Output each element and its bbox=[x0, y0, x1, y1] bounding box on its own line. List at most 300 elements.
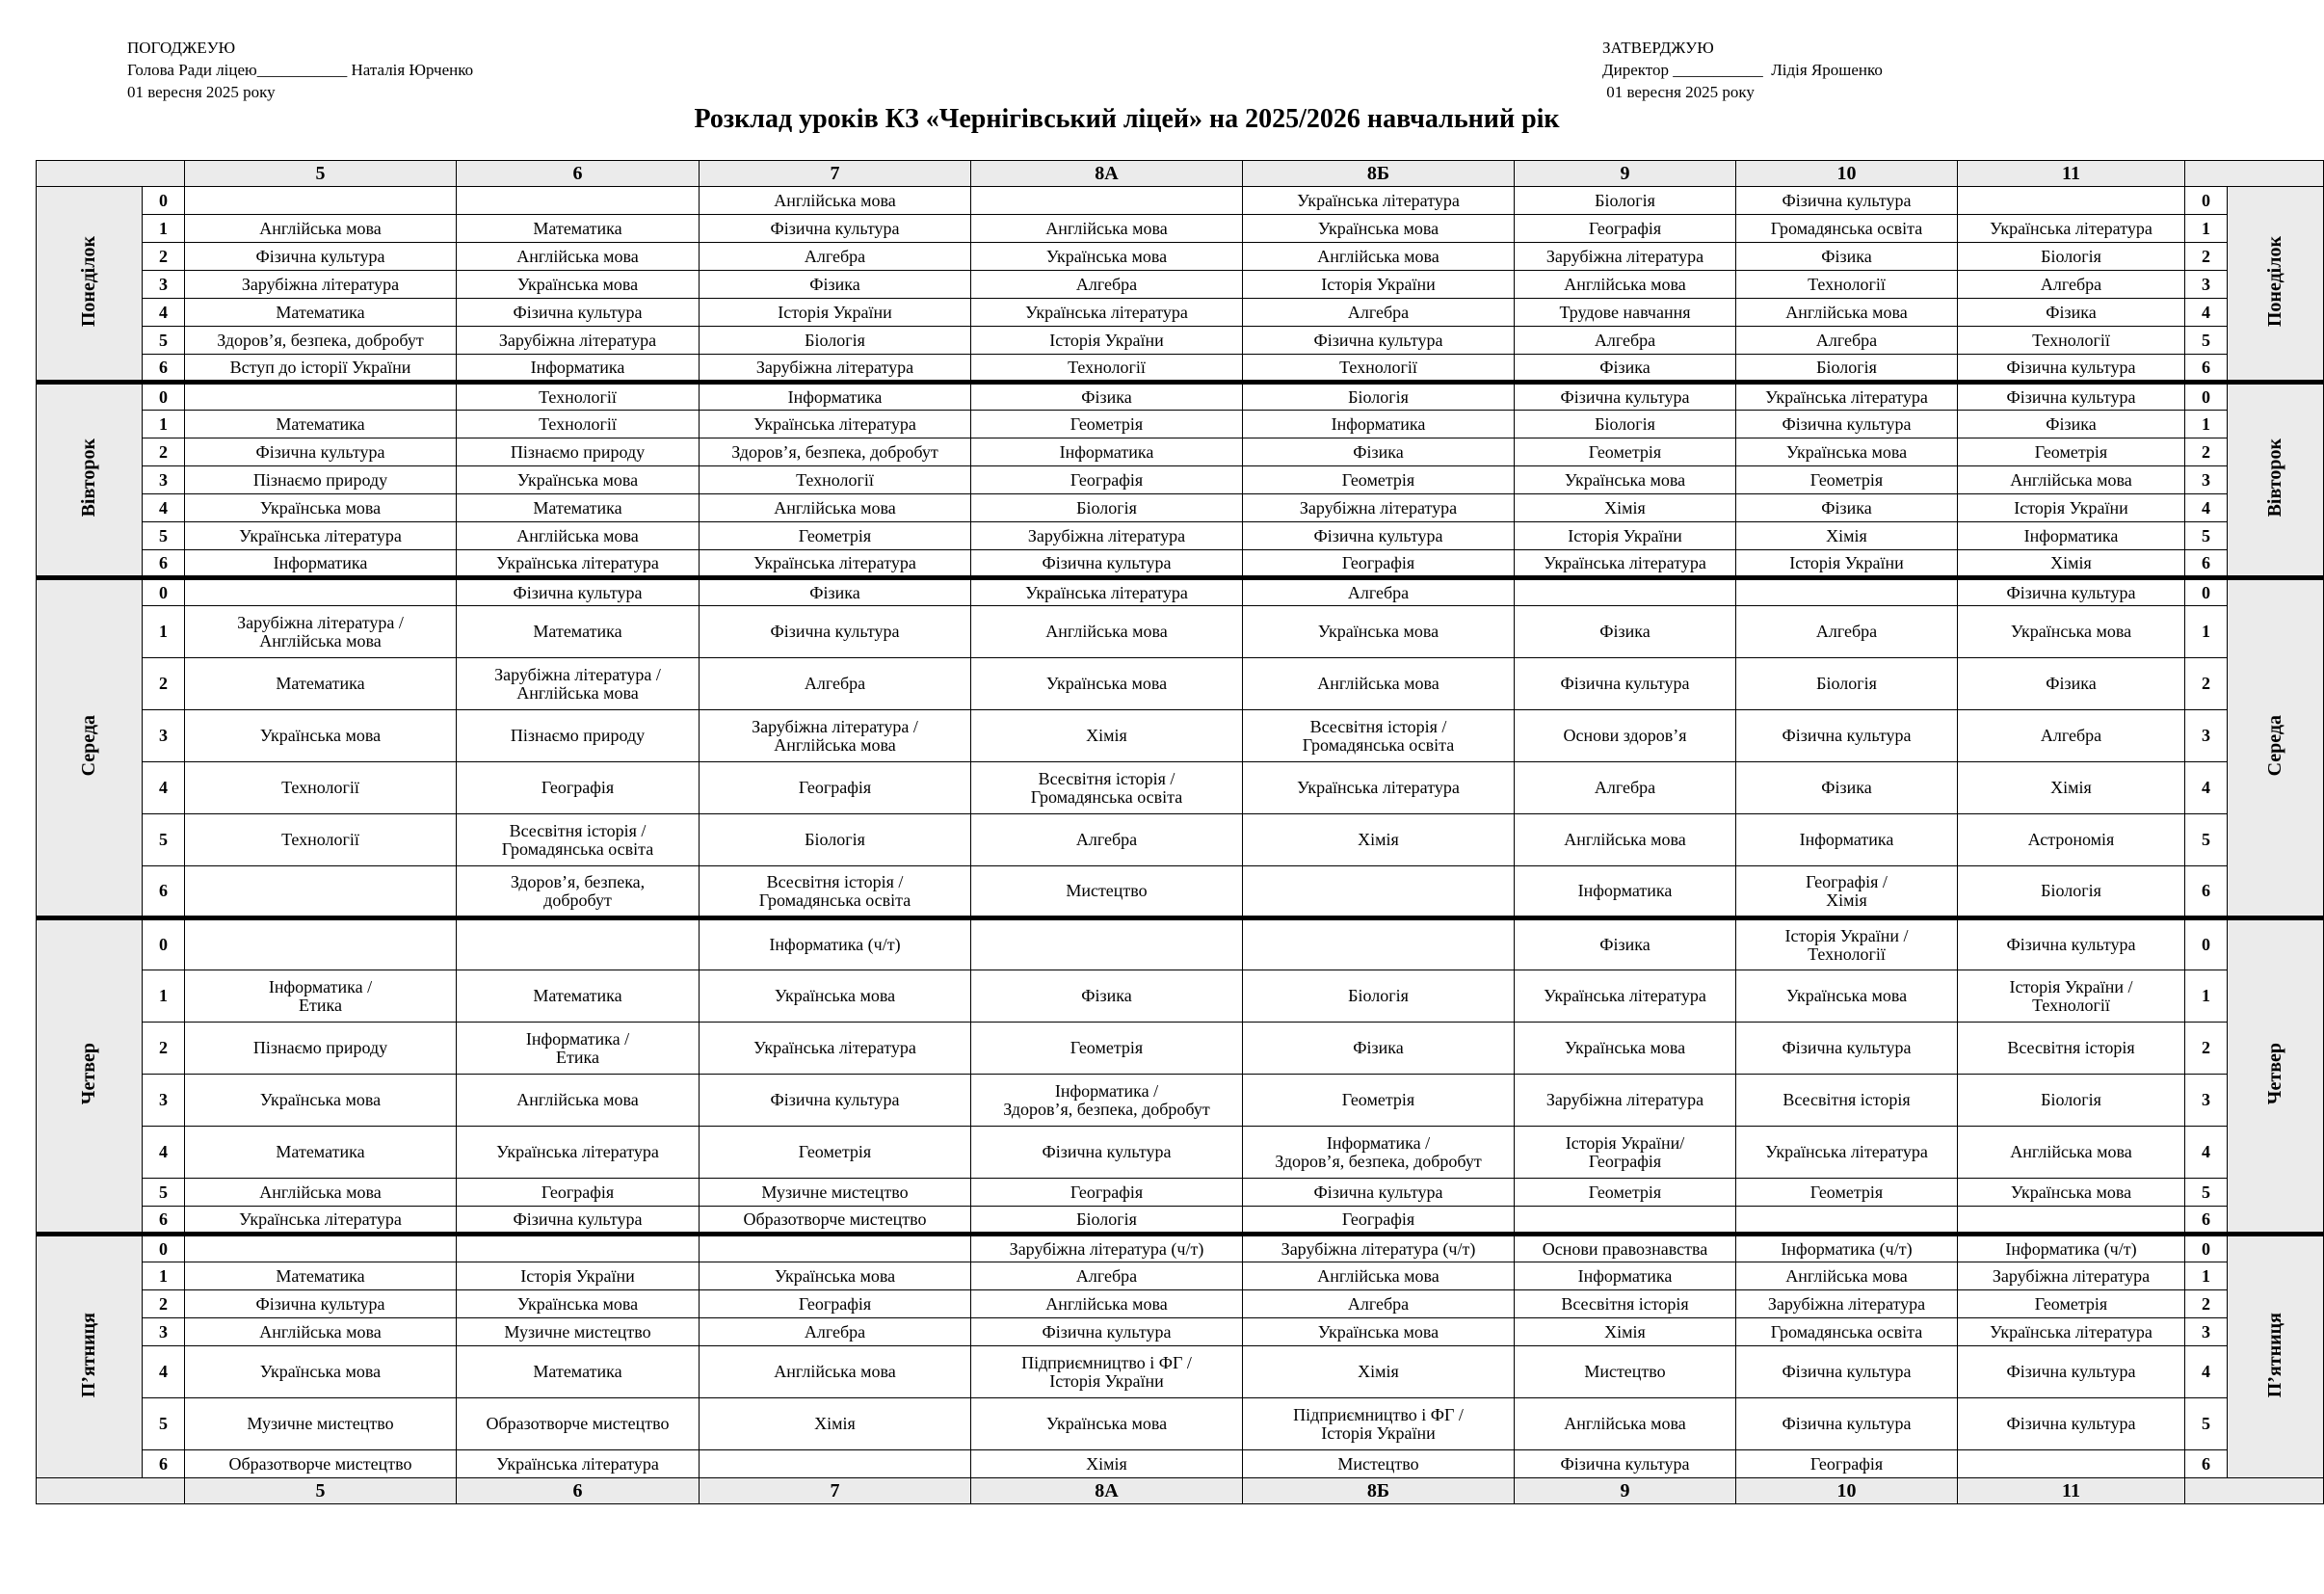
subject-cell: Математика bbox=[185, 411, 457, 438]
subject-cell: Фізична культура bbox=[700, 215, 971, 243]
subject-cell: Українська мова bbox=[971, 243, 1243, 271]
day-label-right: Вівторок bbox=[2228, 383, 2324, 578]
subject-cell: Зарубіжна література / Англійська мова bbox=[185, 606, 457, 658]
subject-cell: Українська мова bbox=[1243, 1318, 1515, 1346]
subject-cell: Історія України bbox=[1736, 550, 1958, 578]
lesson-row bbox=[37, 1179, 2324, 1207]
lesson-row bbox=[37, 762, 2324, 814]
subject-cell: Математика bbox=[457, 970, 700, 1023]
lesson-row bbox=[37, 466, 2324, 494]
subject-cell: Геометрія bbox=[1958, 1290, 2185, 1318]
subject-cell: Алгебра bbox=[700, 243, 971, 271]
subject-cell: Зарубіжна література / Англійська мова bbox=[700, 710, 971, 762]
header-grade-2: 7 bbox=[700, 161, 971, 187]
subject-cell bbox=[1958, 1450, 2185, 1478]
subject-cell: Мистецтво bbox=[971, 866, 1243, 918]
subject-cell: Зарубіжна література / Англійська мова bbox=[457, 658, 700, 710]
subject-cell: Фізична культура bbox=[700, 1075, 971, 1127]
lesson-row bbox=[37, 327, 2324, 355]
subject-cell: Фізична культура bbox=[1736, 187, 1958, 215]
subject-cell: Пізнаємо природу bbox=[457, 710, 700, 762]
subject-cell: Зарубіжна література bbox=[1515, 243, 1736, 271]
day-label-right: Четвер bbox=[2228, 918, 2324, 1235]
lesson-number: 4 bbox=[2185, 762, 2228, 814]
lesson-row bbox=[37, 1450, 2324, 1478]
footer-corner-right bbox=[2185, 1478, 2324, 1504]
subject-cell: Історія України/ Географія bbox=[1515, 1127, 1736, 1179]
subject-cell: Англійська мова bbox=[1243, 658, 1515, 710]
subject-cell: Українська література bbox=[971, 578, 1243, 606]
subject-cell: Українська література bbox=[1958, 215, 2185, 243]
subject-cell: Українська мова bbox=[1958, 606, 2185, 658]
subject-cell: Зарубіжна література (ч/т) bbox=[971, 1235, 1243, 1262]
footer-grade-2: 7 bbox=[700, 1478, 971, 1504]
subject-cell: Підприємництво і ФГ / Історія України bbox=[971, 1346, 1243, 1398]
lesson-number: 3 bbox=[143, 1318, 185, 1346]
subject-cell: Українська мова bbox=[971, 658, 1243, 710]
lesson-row bbox=[37, 1290, 2324, 1318]
subject-cell: Біологія bbox=[1515, 411, 1736, 438]
subject-cell: Українська література bbox=[1515, 550, 1736, 578]
lesson-row bbox=[37, 970, 2324, 1023]
lesson-number: 4 bbox=[2185, 1127, 2228, 1179]
lesson-number: 3 bbox=[2185, 271, 2228, 299]
lesson-row bbox=[37, 550, 2324, 578]
subject-cell: Біологія bbox=[1958, 243, 2185, 271]
subject-cell: Фізика bbox=[1515, 918, 1736, 970]
subject-cell: Українська мова bbox=[457, 466, 700, 494]
subject-cell: Біологія bbox=[700, 327, 971, 355]
subject-cell: Хімія bbox=[1243, 814, 1515, 866]
subject-cell: Музичне мистецтво bbox=[700, 1179, 971, 1207]
subject-cell: Алгебра bbox=[1736, 606, 1958, 658]
lesson-number: 4 bbox=[143, 494, 185, 522]
subject-cell: Мистецтво bbox=[1515, 1346, 1736, 1398]
subject-cell bbox=[185, 578, 457, 606]
lesson-number: 2 bbox=[2185, 1290, 2228, 1318]
subject-cell: Зарубіжна література bbox=[971, 522, 1243, 550]
subject-cell: Географія bbox=[1243, 550, 1515, 578]
subject-cell: Географія bbox=[457, 1179, 700, 1207]
approval-title: ПОГОДЖЕУЮ bbox=[127, 39, 236, 57]
lesson-number: 3 bbox=[143, 1075, 185, 1127]
subject-cell: Фізика bbox=[700, 271, 971, 299]
footer-grade-1: 6 bbox=[457, 1478, 700, 1504]
subject-cell bbox=[185, 918, 457, 970]
subject-cell: Інформатика bbox=[185, 550, 457, 578]
header-corner-left bbox=[37, 161, 185, 187]
lesson-number: 3 bbox=[143, 466, 185, 494]
subject-cell: Технології bbox=[457, 383, 700, 411]
lesson-number: 6 bbox=[143, 550, 185, 578]
subject-cell: Англійська мова bbox=[1243, 1262, 1515, 1290]
subject-cell: Біологія bbox=[1243, 383, 1515, 411]
subject-cell: Алгебра bbox=[1243, 299, 1515, 327]
subject-cell: Математика bbox=[185, 1262, 457, 1290]
subject-cell: Алгебра bbox=[971, 1262, 1243, 1290]
subject-cell: Фізика bbox=[1736, 494, 1958, 522]
lesson-row bbox=[37, 814, 2324, 866]
lesson-number: 2 bbox=[2185, 438, 2228, 466]
subject-cell: Географія / Хімія bbox=[1736, 866, 1958, 918]
lesson-number: 0 bbox=[143, 187, 185, 215]
subject-cell: Геометрія bbox=[1243, 1075, 1515, 1127]
lesson-number: 5 bbox=[143, 522, 185, 550]
lesson-number: 3 bbox=[2185, 1318, 2228, 1346]
subject-cell: Українська мова bbox=[1515, 466, 1736, 494]
lesson-number: 0 bbox=[2185, 383, 2228, 411]
lesson-number: 1 bbox=[143, 215, 185, 243]
lesson-number: 1 bbox=[2185, 411, 2228, 438]
subject-cell: Математика bbox=[457, 1346, 700, 1398]
subject-cell: Основи здоров’я bbox=[1515, 710, 1736, 762]
subject-cell: Історія України bbox=[1958, 494, 2185, 522]
subject-cell: Англійська мова bbox=[700, 494, 971, 522]
subject-cell bbox=[457, 187, 700, 215]
subject-cell: Англійська мова bbox=[1736, 1262, 1958, 1290]
subject-cell: Фізика bbox=[1243, 1023, 1515, 1075]
lesson-row bbox=[37, 1262, 2324, 1290]
subject-cell: Фізична культура bbox=[1736, 710, 1958, 762]
subject-cell: Українська мова bbox=[1736, 438, 1958, 466]
subject-cell: Біологія bbox=[700, 814, 971, 866]
subject-cell: Англійська мова bbox=[185, 1318, 457, 1346]
subject-cell: Українська мова bbox=[1958, 1179, 2185, 1207]
subject-cell: Пізнаємо природу bbox=[457, 438, 700, 466]
subject-cell: Фізична культура bbox=[1736, 1398, 1958, 1450]
subject-cell: Фізика bbox=[1958, 299, 2185, 327]
subject-cell: Здоров’я, безпека, добробут bbox=[700, 438, 971, 466]
subject-cell bbox=[971, 918, 1243, 970]
subject-cell: Геометрія bbox=[1736, 466, 1958, 494]
subject-cell: Українська мова bbox=[457, 1290, 700, 1318]
subject-cell: Фізика bbox=[1958, 411, 2185, 438]
subject-cell: Англійська мова bbox=[1515, 1398, 1736, 1450]
subject-cell: Хімія bbox=[1515, 494, 1736, 522]
subject-cell: Всесвітня історія / Громадянська освіта bbox=[700, 866, 971, 918]
subject-cell: Фізична культура bbox=[1958, 383, 2185, 411]
lesson-number: 2 bbox=[143, 243, 185, 271]
subject-cell: Інформатика bbox=[1736, 814, 1958, 866]
subject-cell: Інформатика (ч/т) bbox=[1736, 1235, 1958, 1262]
subject-cell: Інформатика bbox=[971, 438, 1243, 466]
subject-cell: Фізика bbox=[1515, 606, 1736, 658]
lesson-number: 4 bbox=[2185, 1346, 2228, 1398]
subject-cell: Фізична культура bbox=[1515, 658, 1736, 710]
subject-cell: Інформатика / Етика bbox=[457, 1023, 700, 1075]
subject-cell: Фізична культура bbox=[1958, 355, 2185, 383]
subject-cell: Технології bbox=[457, 411, 700, 438]
lesson-number: 5 bbox=[2185, 522, 2228, 550]
header-grade-6: 10 bbox=[1736, 161, 1958, 187]
subject-cell: Українська література bbox=[1243, 187, 1515, 215]
subject-cell: Хімія bbox=[700, 1398, 971, 1450]
subject-cell: Образотворче мистецтво bbox=[185, 1450, 457, 1478]
subject-cell: Інформатика bbox=[1958, 522, 2185, 550]
subject-cell: Біологія bbox=[971, 494, 1243, 522]
subject-cell: Фізична культура bbox=[1515, 1450, 1736, 1478]
header-grade-0: 5 bbox=[185, 161, 457, 187]
subject-cell: Історія України bbox=[971, 327, 1243, 355]
lesson-row bbox=[37, 494, 2324, 522]
subject-cell: Алгебра bbox=[1958, 710, 2185, 762]
day-label-left: П’ятниця bbox=[37, 1235, 143, 1478]
subject-cell: Алгебра bbox=[700, 658, 971, 710]
lesson-row bbox=[37, 658, 2324, 710]
footer-corner-left bbox=[37, 1478, 185, 1504]
footer-grade-5: 9 bbox=[1515, 1478, 1736, 1504]
subject-cell: Англійська мова bbox=[1958, 466, 2185, 494]
subject-cell: Фізична культура bbox=[1243, 522, 1515, 550]
lesson-number: 3 bbox=[2185, 710, 2228, 762]
lesson-number: 0 bbox=[143, 578, 185, 606]
subject-cell: Астрономія bbox=[1958, 814, 2185, 866]
subject-cell: Фізична культура bbox=[971, 1127, 1243, 1179]
subject-cell bbox=[700, 1450, 971, 1478]
subject-cell: Зарубіжна література bbox=[185, 271, 457, 299]
page-title: Розклад уроків КЗ «Чернігівський ліцей» на 2025/2026 навчальний рік bbox=[694, 104, 1560, 134]
subject-cell: Фізична культура bbox=[700, 606, 971, 658]
subject-cell bbox=[971, 187, 1243, 215]
subject-cell: Англійська мова bbox=[185, 215, 457, 243]
lesson-row bbox=[37, 1346, 2324, 1398]
subject-cell: Технології bbox=[1958, 327, 2185, 355]
subject-cell bbox=[1515, 578, 1736, 606]
lesson-row bbox=[37, 578, 2324, 606]
subject-cell: Здоров’я, безпека, добробут bbox=[457, 866, 700, 918]
subject-cell: Фізична культура bbox=[457, 1207, 700, 1235]
lesson-number: 0 bbox=[143, 918, 185, 970]
confirm-signer: Директор ___________ Лідія Ярошенко bbox=[1602, 61, 1883, 79]
subject-cell bbox=[185, 383, 457, 411]
lesson-number: 0 bbox=[2185, 187, 2228, 215]
lesson-number: 4 bbox=[143, 1127, 185, 1179]
subject-cell: Фізична культура bbox=[971, 1318, 1243, 1346]
subject-cell: Біологія bbox=[1736, 658, 1958, 710]
grade-footer-row bbox=[37, 1478, 2324, 1504]
lesson-number: 5 bbox=[2185, 327, 2228, 355]
subject-cell: Українська література bbox=[185, 522, 457, 550]
lesson-number: 4 bbox=[2185, 494, 2228, 522]
lesson-number: 5 bbox=[143, 1398, 185, 1450]
lesson-number: 6 bbox=[2185, 355, 2228, 383]
subject-cell: Зарубіжна література bbox=[1243, 494, 1515, 522]
lesson-row bbox=[37, 438, 2324, 466]
lesson-number: 1 bbox=[2185, 606, 2228, 658]
header-grade-1: 6 bbox=[457, 161, 700, 187]
subject-cell: Хімія bbox=[1958, 762, 2185, 814]
subject-cell: Українська мова bbox=[971, 1398, 1243, 1450]
subject-cell: Всесвітня історія / Громадянська освіта bbox=[1243, 710, 1515, 762]
lesson-number: 3 bbox=[143, 710, 185, 762]
lesson-row bbox=[37, 1398, 2324, 1450]
subject-cell: Англійська мова bbox=[457, 243, 700, 271]
lesson-number: 0 bbox=[2185, 578, 2228, 606]
subject-cell: Англійська мова bbox=[971, 215, 1243, 243]
header-grade-4: 8Б bbox=[1243, 161, 1515, 187]
subject-cell: Українська мова bbox=[1243, 215, 1515, 243]
confirm-title: ЗАТВЕРДЖУЮ bbox=[1602, 39, 1714, 57]
subject-cell: Фізика bbox=[971, 970, 1243, 1023]
day-label-right: Середа bbox=[2228, 578, 2324, 918]
lesson-number: 6 bbox=[2185, 550, 2228, 578]
lesson-number: 1 bbox=[2185, 1262, 2228, 1290]
subject-cell bbox=[1736, 578, 1958, 606]
lesson-number: 6 bbox=[2185, 1450, 2228, 1478]
subject-cell: Фізична культура bbox=[1958, 1346, 2185, 1398]
subject-cell: Громадянська освіта bbox=[1736, 215, 1958, 243]
lesson-number: 3 bbox=[143, 271, 185, 299]
lesson-number: 2 bbox=[2185, 1023, 2228, 1075]
lesson-number: 4 bbox=[2185, 299, 2228, 327]
day-label-right: Понеділок bbox=[2228, 187, 2324, 383]
subject-cell bbox=[1243, 866, 1515, 918]
subject-cell: Англійська мова bbox=[700, 1346, 971, 1398]
lesson-row bbox=[37, 243, 2324, 271]
subject-cell: Українська література bbox=[1958, 1318, 2185, 1346]
lesson-row bbox=[37, 918, 2324, 970]
subject-cell bbox=[1243, 918, 1515, 970]
subject-cell: Всесвітня історія bbox=[1515, 1290, 1736, 1318]
subject-cell bbox=[457, 918, 700, 970]
lesson-number: 0 bbox=[143, 383, 185, 411]
lesson-number: 0 bbox=[2185, 918, 2228, 970]
subject-cell: Зарубіжна література (ч/т) bbox=[1243, 1235, 1515, 1262]
grade-header-row bbox=[37, 161, 2324, 187]
subject-cell: Фізична культура bbox=[1736, 1346, 1958, 1398]
subject-cell: Зарубіжна література bbox=[1958, 1262, 2185, 1290]
lesson-row bbox=[37, 1318, 2324, 1346]
header-grade-5: 9 bbox=[1515, 161, 1736, 187]
subject-cell: Технології bbox=[185, 762, 457, 814]
subject-cell: Українська література bbox=[1736, 383, 1958, 411]
subject-cell: Алгебра bbox=[1243, 1290, 1515, 1318]
footer-grade-3: 8А bbox=[971, 1478, 1243, 1504]
lesson-number: 4 bbox=[143, 1346, 185, 1398]
subject-cell: Історія України bbox=[700, 299, 971, 327]
footer-grade-6: 10 bbox=[1736, 1478, 1958, 1504]
subject-cell: Фізична культура bbox=[185, 243, 457, 271]
subject-cell: Географія bbox=[700, 1290, 971, 1318]
lesson-number: 1 bbox=[2185, 970, 2228, 1023]
lesson-number: 2 bbox=[143, 438, 185, 466]
lesson-number: 0 bbox=[2185, 1235, 2228, 1262]
lesson-row bbox=[37, 1235, 2324, 1262]
subject-cell: Трудове навчання bbox=[1515, 299, 1736, 327]
subject-cell: Здоров’я, безпека, добробут bbox=[185, 327, 457, 355]
subject-cell: Геометрія bbox=[700, 522, 971, 550]
subject-cell: Інформатика bbox=[457, 355, 700, 383]
subject-cell bbox=[185, 866, 457, 918]
subject-cell: Фізика bbox=[1243, 438, 1515, 466]
subject-cell: Українська література bbox=[457, 1127, 700, 1179]
subject-cell: Українська література bbox=[1243, 762, 1515, 814]
subject-cell: Географія bbox=[1515, 215, 1736, 243]
subject-cell: Біологія bbox=[1958, 866, 2185, 918]
subject-cell: Інформатика bbox=[1515, 866, 1736, 918]
subject-cell: Математика bbox=[185, 658, 457, 710]
subject-cell bbox=[1958, 1207, 2185, 1235]
subject-cell: Математика bbox=[457, 494, 700, 522]
subject-cell: Алгебра bbox=[1515, 327, 1736, 355]
lesson-number: 2 bbox=[143, 1290, 185, 1318]
subject-cell: Геометрія bbox=[971, 411, 1243, 438]
lesson-row bbox=[37, 1207, 2324, 1235]
subject-cell: Алгебра bbox=[1243, 578, 1515, 606]
subject-cell: Англійська мова bbox=[1515, 271, 1736, 299]
subject-cell: Алгебра bbox=[1515, 762, 1736, 814]
lesson-number: 1 bbox=[2185, 215, 2228, 243]
subject-cell: Математика bbox=[457, 215, 700, 243]
subject-cell: Англійська мова bbox=[457, 522, 700, 550]
subject-cell: Технології bbox=[1243, 355, 1515, 383]
lesson-number: 5 bbox=[143, 327, 185, 355]
subject-cell: Зарубіжна література bbox=[1736, 1290, 1958, 1318]
subject-cell: Алгебра bbox=[971, 271, 1243, 299]
lesson-row bbox=[37, 522, 2324, 550]
lesson-row bbox=[37, 299, 2324, 327]
subject-cell bbox=[185, 1235, 457, 1262]
subject-cell: Геометрія bbox=[1515, 1179, 1736, 1207]
subject-cell: Біологія bbox=[1736, 355, 1958, 383]
subject-cell: Образотворче мистецтво bbox=[457, 1398, 700, 1450]
lesson-number: 1 bbox=[143, 1262, 185, 1290]
subject-cell bbox=[1736, 1207, 1958, 1235]
subject-cell bbox=[700, 1235, 971, 1262]
day-label-right: П’ятниця bbox=[2228, 1235, 2324, 1478]
subject-cell: Біологія bbox=[1243, 970, 1515, 1023]
subject-cell: Пізнаємо природу bbox=[185, 466, 457, 494]
subject-cell: Українська література bbox=[700, 550, 971, 578]
lesson-number: 5 bbox=[143, 1179, 185, 1207]
timetable-body bbox=[37, 187, 2324, 1478]
approval-block-right bbox=[1602, 37, 1883, 103]
subject-cell: Підприємництво і ФГ / Історія України bbox=[1243, 1398, 1515, 1450]
subject-cell: Українська мова bbox=[1736, 970, 1958, 1023]
subject-cell: Історія України / Технології bbox=[1958, 970, 2185, 1023]
subject-cell: Інформатика / Здоров’я, безпека, добробут bbox=[1243, 1127, 1515, 1179]
subject-cell: Математика bbox=[457, 606, 700, 658]
subject-cell: Алгебра bbox=[1736, 327, 1958, 355]
subject-cell: Геометрія bbox=[971, 1023, 1243, 1075]
subject-cell: Геометрія bbox=[1243, 466, 1515, 494]
subject-cell: Геометрія bbox=[1515, 438, 1736, 466]
subject-cell: Історія України / Технології bbox=[1736, 918, 1958, 970]
subject-cell: Основи правознавства bbox=[1515, 1235, 1736, 1262]
subject-cell: Українська мова bbox=[1515, 1023, 1736, 1075]
lesson-number: 2 bbox=[2185, 658, 2228, 710]
subject-cell: Технології bbox=[1736, 271, 1958, 299]
subject-cell: Пізнаємо природу bbox=[185, 1023, 457, 1075]
subject-cell: Українська література bbox=[1736, 1127, 1958, 1179]
subject-cell: Українська література bbox=[971, 299, 1243, 327]
subject-cell: Фізика bbox=[700, 578, 971, 606]
subject-cell: Українська література bbox=[700, 411, 971, 438]
subject-cell: Інформатика / Здоров’я, безпека, добробут bbox=[971, 1075, 1243, 1127]
subject-cell: Англійська мова bbox=[971, 606, 1243, 658]
lesson-number: 6 bbox=[143, 355, 185, 383]
subject-cell: Вступ до історії України bbox=[185, 355, 457, 383]
footer-grade-0: 5 bbox=[185, 1478, 457, 1504]
lesson-number: 1 bbox=[143, 970, 185, 1023]
confirm-date: 01 вересня 2025 року bbox=[1602, 83, 1755, 101]
header-corner-right bbox=[2185, 161, 2324, 187]
subject-cell: Алгебра bbox=[700, 1318, 971, 1346]
subject-cell: Українська мова bbox=[185, 1346, 457, 1398]
subject-cell bbox=[1958, 187, 2185, 215]
subject-cell: Географія bbox=[457, 762, 700, 814]
subject-cell: Технології bbox=[700, 466, 971, 494]
